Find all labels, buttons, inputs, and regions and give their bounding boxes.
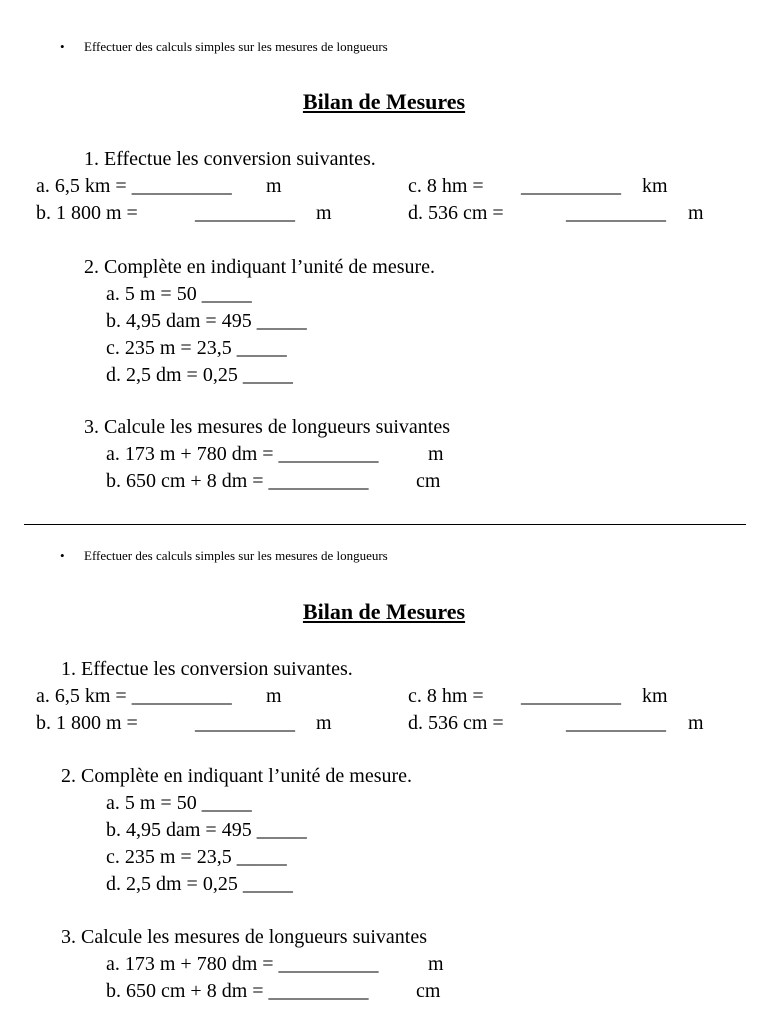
exercise-2-heading: 2. Complète en indiquant l’unité de mesure. — [61, 765, 413, 787]
exercise-3-item-b-unit: cm — [416, 980, 441, 1002]
exercise-1-item-b: b. 1 800 m = — [36, 712, 138, 734]
exercise-1-item-c-unit: km — [642, 685, 668, 707]
exercise-1-item-b: b. 1 800 m = — [36, 202, 138, 224]
exercise-1-item-b-blank: __________ — [195, 712, 295, 734]
exercise-1-item-b-blank: __________ — [195, 202, 295, 224]
exercise-3-heading: 3. Calcule les mesures de longueurs suivantes — [61, 926, 428, 948]
exercise-1-item-c: c. 8 hm = — [408, 175, 484, 197]
exercise-1-item-d-unit: m — [688, 712, 704, 734]
exercise-1-item-b-unit: m — [316, 712, 332, 734]
exercise-1-item-a-unit: m — [266, 175, 282, 197]
exercise-3-item-a: a. 173 m + 780 dm = __________ — [106, 443, 379, 465]
exercise-1-item-a: a. 6,5 km = __________ — [36, 685, 232, 707]
exercise-1-item-d-blank: __________ — [566, 202, 666, 224]
exercise-2-item: d. 2,5 dm = 0,25 _____ — [106, 364, 293, 386]
exercise-1-heading: 1. Effectue les conversion suivantes. — [84, 148, 376, 170]
exercise-1-item-d: d. 536 cm = — [408, 712, 504, 734]
objective-text: Effectuer des calculs simples sur les mesures de longueurs — [84, 548, 388, 563]
exercise-2-item: c. 235 m = 23,5 _____ — [106, 337, 287, 359]
exercise-1-item-d: d. 536 cm = — [408, 202, 504, 224]
exercise-3-item-a: a. 173 m + 780 dm = __________ — [106, 953, 379, 975]
exercise-1-item-d-unit: m — [688, 202, 704, 224]
exercise-3-heading: 3. Calcule les mesures de longueurs suivantes — [84, 416, 451, 438]
bullet-icon: • — [60, 39, 65, 54]
exercise-3-item-b: b. 650 cm + 8 dm = __________ — [106, 470, 369, 492]
exercise-3-item-b-unit: cm — [416, 470, 441, 492]
page-title: Bilan de Mesures — [302, 599, 466, 624]
bullet-icon: • — [60, 548, 65, 563]
exercise-1-item-a: a. 6,5 km = __________ — [36, 175, 232, 197]
exercise-2-item: d. 2,5 dm = 0,25 _____ — [106, 873, 293, 895]
exercise-1-item-c-unit: km — [642, 175, 668, 197]
exercise-3-item-a-unit: m — [428, 443, 444, 465]
exercise-1-item-b-unit: m — [316, 202, 332, 224]
cut-line-divider — [24, 524, 746, 525]
exercise-2-item: c. 235 m = 23,5 _____ — [106, 846, 287, 868]
exercise-1-item-a-unit: m — [266, 685, 282, 707]
exercise-1-item-c-blank: __________ — [521, 175, 621, 197]
exercise-2-item: a. 5 m = 50 _____ — [106, 792, 252, 814]
exercise-1-heading: 1. Effectue les conversion suivantes. — [61, 658, 353, 680]
exercise-3-item-a-unit: m — [428, 953, 444, 975]
exercise-1-item-c: c. 8 hm = — [408, 685, 484, 707]
exercise-2-item: a. 5 m = 50 _____ — [106, 283, 252, 305]
exercise-1-item-d-blank: __________ — [566, 712, 666, 734]
exercise-2-item: b. 4,95 dam = 495 _____ — [106, 310, 307, 332]
exercise-1-item-c-blank: __________ — [521, 685, 621, 707]
exercise-3-item-b: b. 650 cm + 8 dm = __________ — [106, 980, 369, 1002]
exercise-2-heading: 2. Complète en indiquant l’unité de mesure. — [84, 256, 436, 278]
page-title: Bilan de Mesures — [302, 89, 466, 114]
objective-text: Effectuer des calculs simples sur les mesures de longueurs — [84, 39, 388, 54]
exercise-2-item: b. 4,95 dam = 495 _____ — [106, 819, 307, 841]
